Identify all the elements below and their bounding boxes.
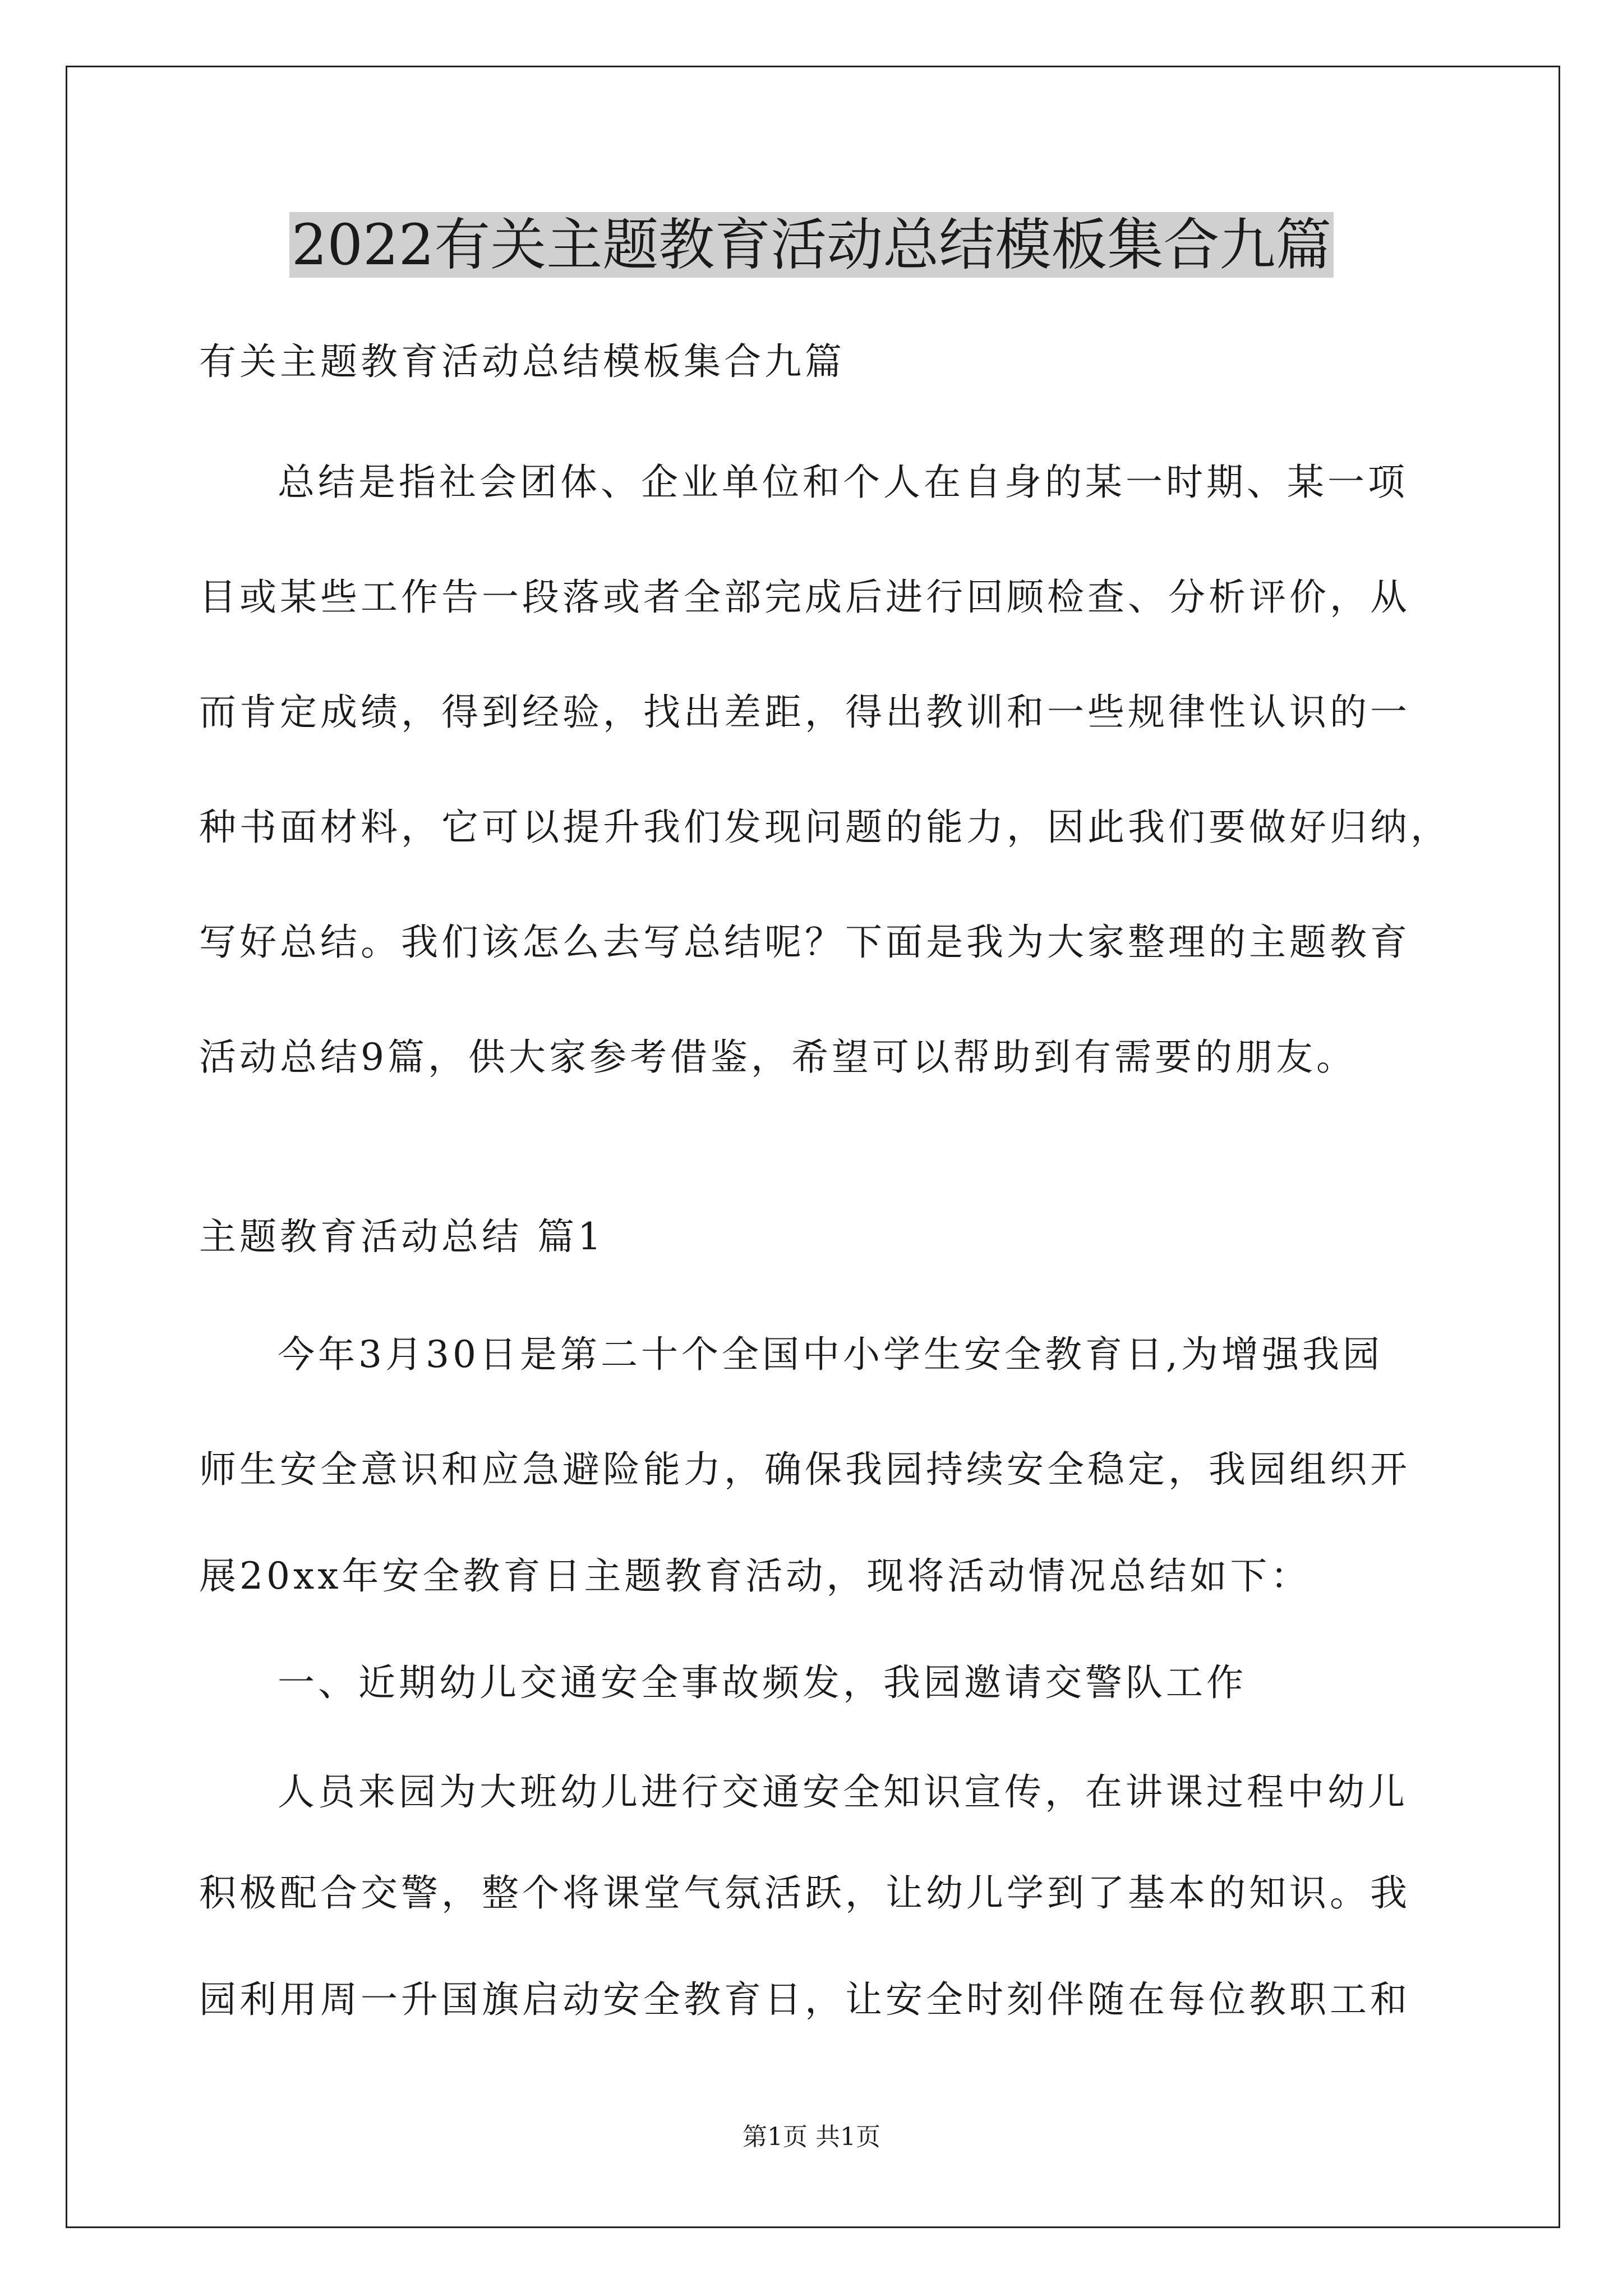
intro-paragraph-line: 目或某些工作告一段落或者全部完成后进行回顾检查、分析评价，从 [199,576,1410,619]
section-heading: 主题教育活动总结 篇1 [199,1215,605,1258]
section-paragraph-line: 一、近期幼儿交通安全事故频发，我园邀请交警队工作 [278,1661,1247,1704]
page-footer: 第1页 共1页 [743,2123,880,2151]
intro-paragraph-line: 而肯定成绩，得到经验，找出差距，得出教训和一些规律性认识的一 [199,691,1410,734]
section-paragraph-line: 今年3月30日是第二十个全国中小学生安全教育日,为增强我园 [278,1333,1383,1376]
intro-paragraph-line: 总结是指社会团体、企业单位和个人在自身的某一时期、某一项 [278,461,1408,504]
section-paragraph-line: 积极配合交警，整个将课堂气氛活跃，让幼儿学到了基本的知识。我 [199,1871,1410,1915]
intro-paragraph-line: 活动总结9篇，供大家参考借鉴，希望可以帮助到有需要的朋友。 [199,1036,1357,1079]
section-paragraph-line: 园利用周一升国旗启动安全教育日，让安全时刻伴随在每位教职工和 [199,1978,1410,2021]
document-title-text: 2022有关主题教育活动总结模板集合九篇 [289,212,1334,278]
section-paragraph-line: 师生安全意识和应急避险能力，确保我园持续安全稳定，我园组织开 [199,1448,1410,1491]
intro-paragraph-line: 写好总结。我们该怎么去写总结呢？下面是我为大家整理的主题教育 [199,921,1410,964]
document-title [0,203,1623,287]
document-subtitle: 有关主题教育活动总结模板集合九篇 [199,340,845,383]
section-paragraph-line: 展20xx年安全教育日主题教育活动，现将活动情况总结如下： [199,1554,1311,1598]
intro-paragraph-line: 种书面材料，它可以提升我们发现问题的能力，因此我们要做好归纳， [199,806,1451,849]
section-paragraph-line: 人员来园为大班幼儿进行交通安全知识宣传，在讲课过程中幼儿 [278,1770,1408,1814]
